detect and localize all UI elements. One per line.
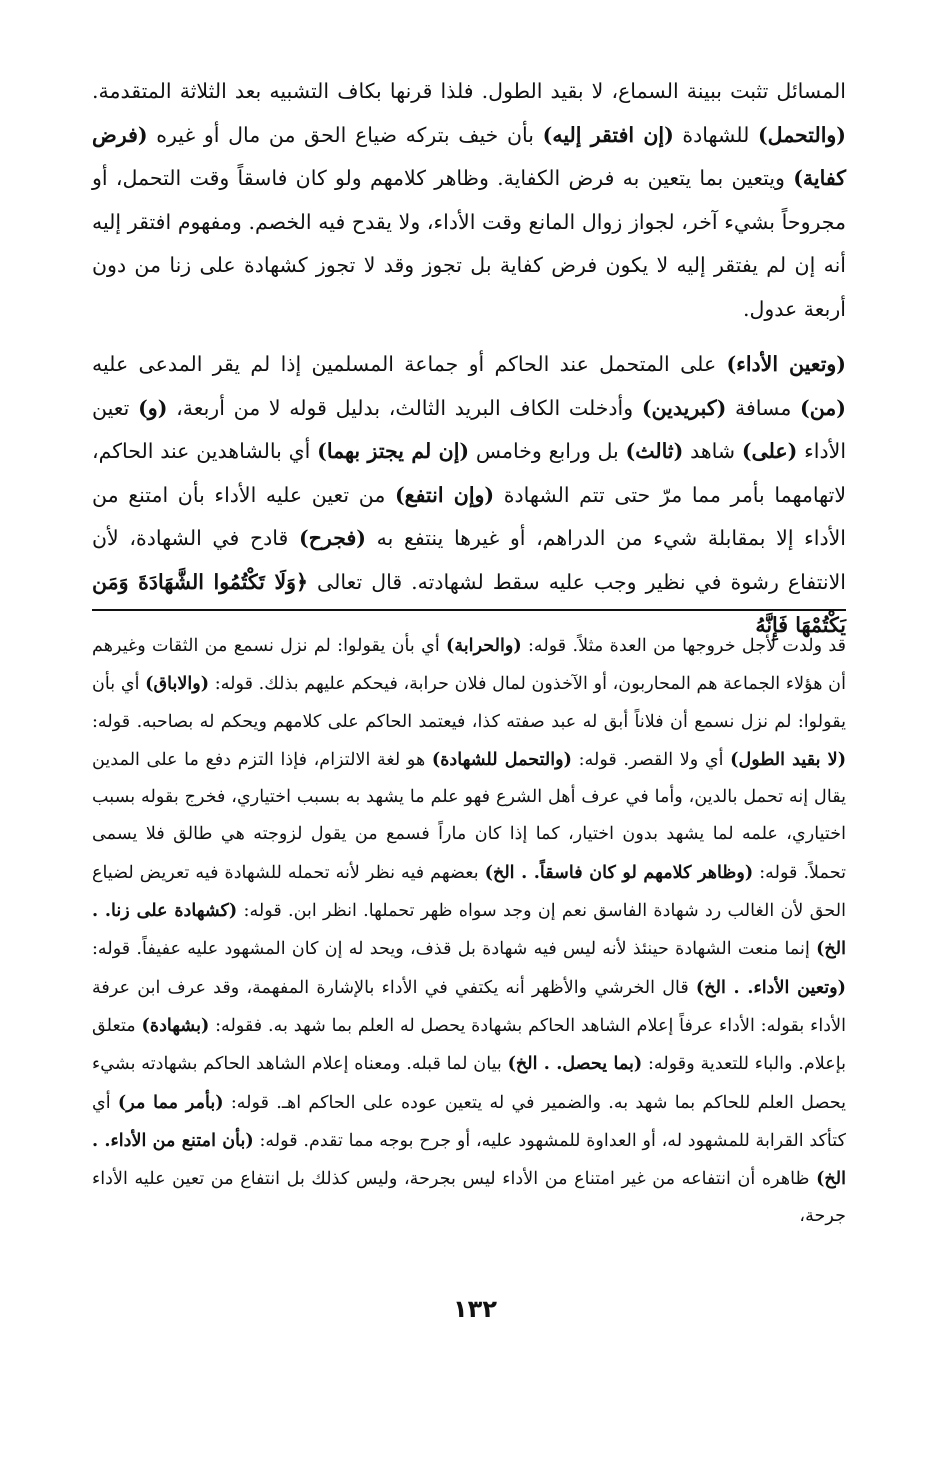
bold-term: (إن افتقر إليه) (542, 122, 674, 147)
text-run: قادح في الشهادة، لأن الانتفاع رشوة في نظير وجب عليه سقط لشهادته. قال تعالى (92, 526, 846, 594)
bold-term: (و) (138, 395, 168, 420)
bold-term: (إن لم يجتز بهما) (317, 439, 470, 463)
text-run: ويتعين بما يتعين به فرض الكفاية. وظاهر كلامهم ولو كان فاسقاً وقت التحمل، أو مجروحاً بشيء آخر، لجواز زوال المانع وقت الأداء، ولا يقدح فيه الخصم. ومفهوم افتقر إليه أنه إن لم يفتقر إليه لا يكون فرض كفاية بل تجوز وقد لا تجوز كشهادة على زنا من دون أربعة عدول. (92, 166, 846, 321)
footnote-paragraph (92, 627, 846, 1236)
text-run: أي بالشاهدين عند الحاكم، لاتهامهما بأمر مما مرّ حتى تتم الشهادة (92, 439, 847, 507)
bold-term: (وإن انتفع) (394, 482, 495, 507)
text-run: للشهادة (673, 122, 758, 147)
footnotes-block (92, 627, 846, 1236)
text-run: بيان لما قبله. ومعناه إعلام الشاهد الحاكم بشهادته بشيء يحصل العلم للحاكم بما شهد به. والضمير في له يتعين عوده على الحاكم اهـ. قوله: (92, 1054, 846, 1113)
bold-term: (بما يحصل. . الخ) (507, 1053, 643, 1075)
bold-term: (من) (800, 395, 846, 420)
bold-term: (والاباق) (145, 673, 210, 695)
bold-term: (كبريدين) (641, 395, 727, 420)
text-run: ظاهره أن انتفاعه من غير امتناع من الأداء ليس بجرحة، وليس كذلك بل انتفاع من تعين عليه الأداء جرحة، (92, 1169, 846, 1227)
bold-term: (كشهادة على زنا. . الخ) (92, 900, 846, 960)
bold-term: (بأمر مما مر) (117, 1091, 224, 1113)
text-run: أي كتأكد القرابة للمشهود له، أو العداوة للمشهود عليه، أو جرح بوجه مما تقدم. قوله: (92, 1092, 846, 1151)
text-run: بأن خيف بتركه ضياع الحق من مال أو غيره (147, 122, 543, 147)
bold-term: (بشهادة) (141, 1014, 210, 1036)
text-run: من تعين عليه الأداء بأن امتنع من الأداء إلا بمقابلة شيء من الدراهم، أو غيرها ينتفع به (92, 482, 846, 550)
page-number: ١٣٢ (453, 1295, 497, 1323)
bold-term: (وتعين الأداء. . الخ) (695, 976, 846, 998)
text-run: شاهد (683, 439, 742, 463)
main-paragraph-1 (92, 70, 846, 331)
text-run: أي ولا القصر. قوله: (571, 749, 731, 770)
footnote-separator (92, 609, 846, 611)
text-run: بعضهم فيه نظر لأنه تحمله للشهادة فيه تعريض لضياع الحق لأن الغالب رد شهادة الفاسق نعم إن وجد سواه ظهر تحملها. انظر ابن. قوله: (92, 862, 846, 922)
text-run: أي بأن يقولوا: لم نزل نسمع من الثقات وغيرهم أن هؤلاء الجماعة هم المحاربون، أو الآخذون لمال فلان حرابة، فيحكم عليهم بذلك. قوله: (92, 636, 846, 695)
bold-term: (والتحمل للشهادة) (431, 748, 572, 770)
text-run: متعلق بإعلام. والباء للتعدية وقوله: (92, 1015, 846, 1075)
bold-term: (وتعين الأداء) (726, 352, 846, 376)
text-run: أي بأن يقولوا: لم نزل نسمع أن فلاناً أبق له عبد صفته كذا، فيعتمد الحاكم على كلامهم ويحكم له بصاحبه. قوله: (92, 674, 846, 732)
main-paragraph-2 (92, 343, 846, 648)
text-run: مسافة (726, 395, 800, 420)
bold-term: (والحرابة) (446, 635, 522, 656)
bold-term: (فرض كفاية) (92, 122, 846, 190)
main-text-block (92, 70, 846, 648)
bold-term: (وظاهر كلامهم لو كان فاسقاً. . الخ) (484, 861, 754, 883)
text-run: تعين الأداء (92, 395, 847, 463)
bold-term: (على) (741, 439, 798, 463)
text-run: وأدخلت الكاف البريد الثالث، بدليل قوله لا من أربعة، (167, 395, 642, 420)
text-run: هو لغة الالتزام، فإذا التزم دفع ما على المدين يقال إنه تحمل بالدين، وأما في عرف أهل الشرع فهو علم ما يشهد به بسبب اختياري، فخرج بقوله بسبب اختياري، علمه لما يشهد بدون اختيار، كما إذا كان ماراً فسمع من يقول لزوجته هي طالق فلا يسمى تحملاً. قوله: (92, 749, 846, 883)
bold-term: ﴿وَلَا تَكْتُمُوا الشَّهَادَةَ وَمَن يَكْتُمْهَا فَإِنَّهُ (92, 569, 846, 637)
bold-term: (لا بقيد الطول) (730, 748, 847, 770)
text-run: قال الخرشي والأظهر أنه يكتفي في الأداء بالإشارة المفهمة، وقد عرف ابن عرفة الأداء بقوله: الأداء عرفاً إعلام الشاهد الحاكم بشهادة يحصل له العلم بما شهد به. فقوله: (92, 977, 846, 1036)
bold-term: (بأن امتنع من الأداء. . الخ) (92, 1129, 846, 1190)
text-run: المسائل تثبت ببينة السماع، لا بقيد الطول. فلذا قرنها بكاف التشبيه بعد الثلاثة المتقدمة. (92, 79, 846, 103)
text-run: إنما منعت الشهادة حينئذ لأنه ليس فيه شهادة بل قذف، ويحد له إن كان المشهود عليه عفيفاً. قوله: (92, 939, 817, 960)
bold-term: (فجرح) (299, 526, 366, 550)
bold-term: (والتحمل) (757, 122, 847, 147)
text-run: على المتحمل عند الحاكم أو جماعة المسلمين إذا لم يقر المدعى عليه (92, 352, 727, 376)
bold-term: (ثالث) (625, 439, 684, 463)
text-run: بل ورابع وخامس (469, 439, 626, 463)
text-run: قد ولدت لأجل خروجها من العدة مثلاً. قوله: (521, 636, 846, 656)
